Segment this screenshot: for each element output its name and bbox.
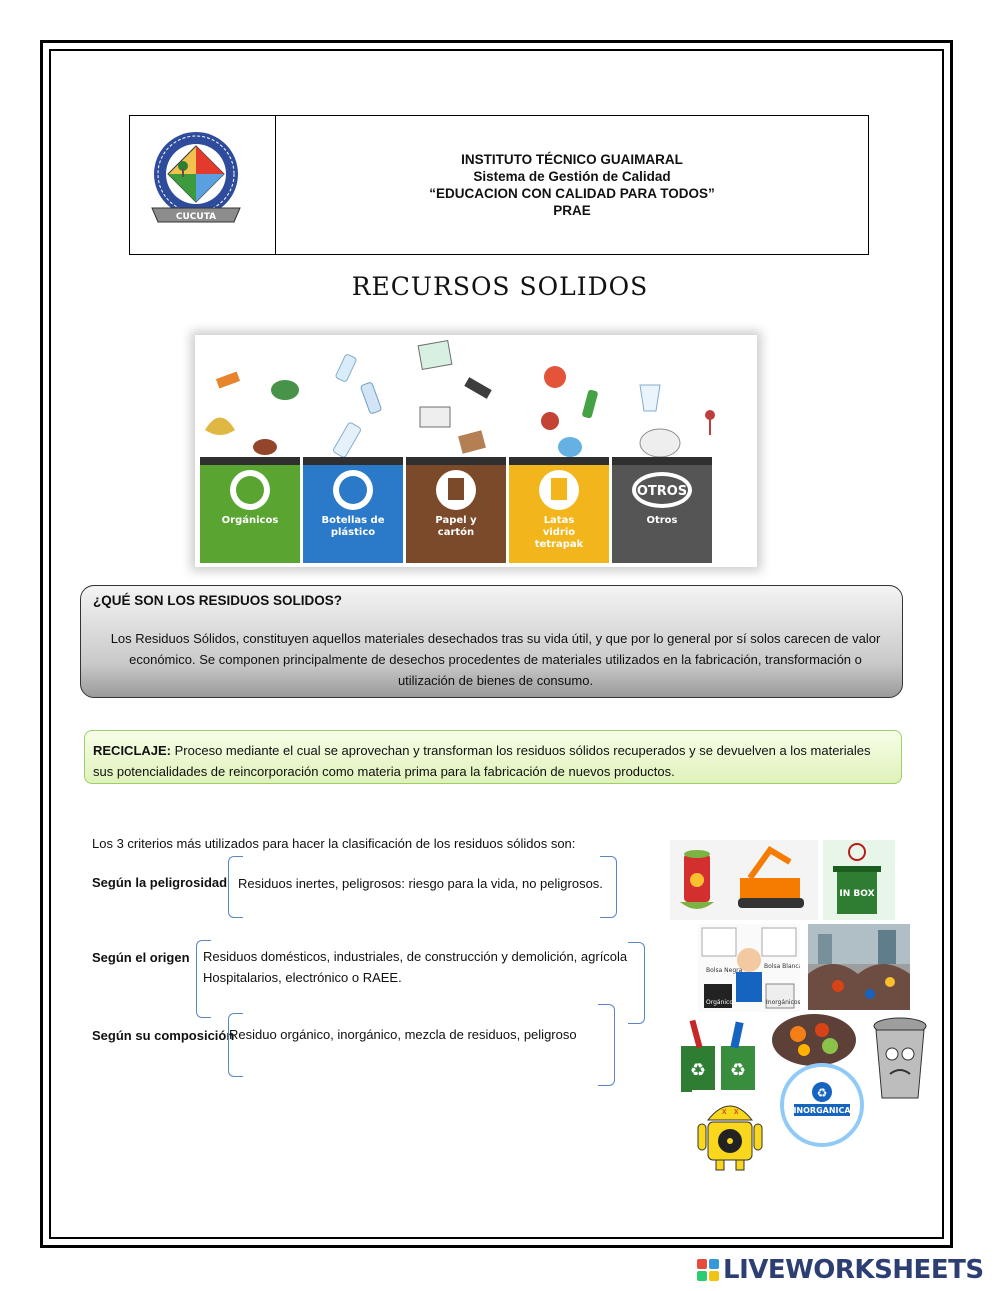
svg-text:♻: ♻ <box>816 1086 828 1100</box>
header-text <box>276 116 868 254</box>
program-name: PRAE <box>553 203 591 218</box>
liveworksheets-logo <box>697 1255 984 1285</box>
inbox-bin-image <box>823 840 895 920</box>
institution-name: INSTITUTO TÉCNICO GUAIMARAL <box>461 152 683 167</box>
criteria-text-composition: Residuo orgánico, inorgánico, mezcla de residuos, peligroso <box>229 1027 577 1042</box>
criteria-text-danger: Residuos inertes, peligrosos: riesgo para la vida, no peligrosos. <box>238 876 603 891</box>
motto: “EDUCACION CON CALIDAD PARA TODOS” <box>429 186 715 201</box>
brand-blocks-icon <box>697 1259 719 1281</box>
quality-system: Sistema de Gestión de Calidad <box>473 169 671 184</box>
bin-label-botellas: Botellas de <box>321 515 385 526</box>
criteria-text-origin: Residuos domésticos, industriales, de construcción y demolición, agrícola Hospitalarios, electrónico o RAEE. <box>203 949 628 985</box>
bin-papel <box>406 457 506 563</box>
svg-text:♻: ♻ <box>729 1060 747 1080</box>
inorganicos-label: Inorgánicos <box>766 999 800 1006</box>
bolsa-negra-label: Bolsa Negra <box>706 967 743 974</box>
recycling-bins-illustration <box>195 335 757 567</box>
svg-text:x: x <box>734 1106 739 1116</box>
definition-box <box>80 585 903 698</box>
bin-label-organicos: Orgánicos <box>221 515 279 526</box>
bracket-right <box>598 1004 615 1086</box>
svg-text:♻: ♻ <box>689 1060 707 1080</box>
criteria-label-danger: Según la peligrosidad <box>92 875 228 890</box>
svg-text:x: x <box>722 1106 727 1116</box>
radioactive-robot-image <box>692 1090 768 1174</box>
recycling-term: RECICLAJE: <box>93 743 172 758</box>
bracket-left <box>228 1013 243 1077</box>
landfill-image <box>808 924 910 1010</box>
bin-label-latas: Latas <box>543 515 575 526</box>
bin-otros <box>612 457 712 563</box>
organic-waste-image <box>770 1012 858 1068</box>
criteria-intro: Los 3 criterios más utilizados para hacer la clasificación de los residuos sólidos son: <box>92 836 576 851</box>
inbox-label: IN BOX <box>839 889 875 899</box>
recycling-definition: Proceso mediante el cual se aprovechan y transforman los residuos sólidos recuperados y se devuelven a los materiales sus potencialidades de reincorporación como materia prima para la fabricación de nuevos productos. <box>93 743 871 779</box>
svg-text:vidrio: vidrio <box>542 527 576 538</box>
inorganic-circle-image <box>776 1062 868 1148</box>
logo-caption: CUCUTA <box>175 212 217 222</box>
otros-sign: OTROS <box>636 484 688 499</box>
inorganica-label: INORGANICA <box>793 1106 851 1115</box>
recycle-bins-image <box>673 1016 765 1096</box>
svg-text:plástico: plástico <box>330 527 376 538</box>
bolsa-blanca-label: Bolsa Blanca <box>764 963 800 970</box>
hazardous-waste-image <box>670 840 818 920</box>
definition-text: Los Residuos Sólidos, constituyen aquellos materiales desechados tras su vida útil, y que por lo general por sí solos carecen de valor económico. Se componen principalmente de desechos procedentes de materiales utilizados en la fabricación, transformación o utilización de bienes de consumo. <box>110 631 881 688</box>
bin-organicos <box>200 457 300 563</box>
recycling-box <box>84 730 902 784</box>
bin-label-papel: Papel y <box>435 515 477 526</box>
bracket-right <box>600 856 617 918</box>
brand-name: LIVEWORKSHEETS <box>723 1255 984 1285</box>
waste-bags-image <box>698 924 800 1012</box>
waste-items <box>205 341 715 459</box>
organicos-label: Orgánicos <box>706 999 737 1006</box>
school-logo <box>130 116 276 254</box>
definition-heading: ¿QUÉ SON LOS RESIDUOS SOLIDOS? <box>93 593 343 608</box>
page-title: RECURSOS SOLIDOS <box>351 272 649 301</box>
trash-can-cartoon-image <box>862 1012 940 1104</box>
svg-text:cartón: cartón <box>437 527 475 538</box>
bin-botellas <box>303 457 403 563</box>
bin-label-otros: Otros <box>646 515 678 526</box>
bracket-right <box>628 942 645 1024</box>
criteria-label-composition: Según su composición <box>92 1028 235 1043</box>
header-table <box>129 115 869 255</box>
criteria-label-origin: Según el origen <box>92 950 190 965</box>
svg-text:tetrapak: tetrapak <box>534 539 584 550</box>
